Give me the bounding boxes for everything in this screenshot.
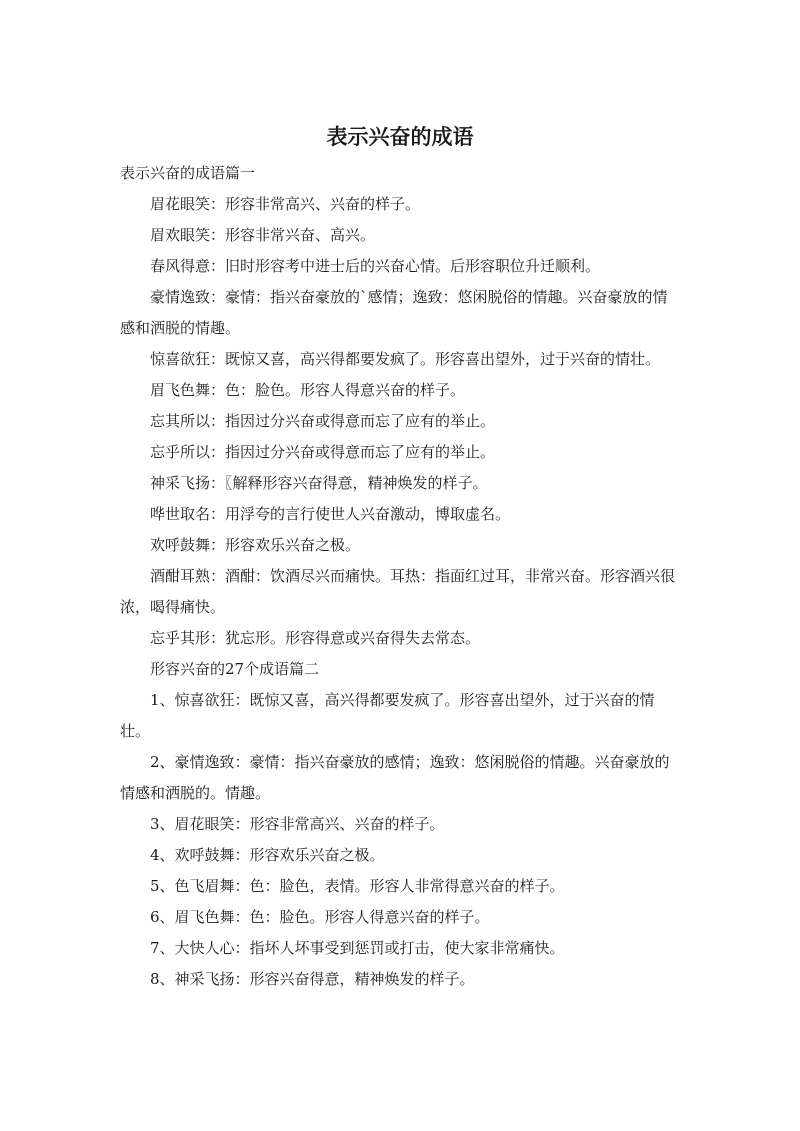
paragraph: 哗世取名：用浮夸的言行使世人兴奋激动，博取虚名。 — [150, 505, 511, 523]
paragraph: 忘乎其形：犹忘形。形容得意或兴奋得失去常态。 — [150, 629, 481, 647]
list-item: 7、大快人心：指坏人坏事受到惩罚或打击，使大家非常痛快。 — [150, 939, 565, 957]
paragraph: 眉花眼笑：形容非常高兴、兴奋的样子。 — [150, 195, 421, 213]
document-body — [120, 158, 680, 995]
section-heading: 形容兴奋的27个成语篇二 — [150, 660, 320, 678]
paragraph: 神采飞扬：〖解释形容兴奋得意，精神焕发的样子。 — [150, 474, 488, 492]
list-item: 6、眉飞色舞：色：脸色。形容人得意兴奋的样子。 — [150, 908, 490, 926]
section-heading: 表示兴奋的成语篇一 — [120, 164, 256, 182]
paragraph: 忘其所以：指因过分兴奋或得意而忘了应有的举止。 — [150, 412, 496, 430]
list-item: 8、神采飞扬：形容兴奋得意，精神焕发的样子。 — [150, 970, 475, 988]
list-item: 4、欢呼鼓舞：形容欢乐兴奋之极。 — [150, 846, 385, 864]
paragraph: 豪情逸致：豪情：指兴奋豪放的`感情；逸致：悠闲脱俗的情趣。兴奋豪放的情感和洒脱的情趣。 — [120, 288, 668, 337]
paragraph: 春风得意：旧时形容考中进士后的兴奋心情。后形容职位升迁顺利。 — [150, 257, 601, 275]
paragraph: 忘乎所以：指因过分兴奋或得意而忘了应有的举止。 — [150, 443, 496, 461]
list-item: 1、惊喜欲狂：既惊又喜，高兴得都要发疯了。形容喜出望外，过于兴奋的情壮。 — [120, 691, 655, 740]
paragraph: 眉飞色舞：色：脸色。形容人得意兴奋的样子。 — [150, 381, 466, 399]
paragraph: 酒酣耳熟：酒酣：饮酒尽兴而痛快。耳热：指面红过耳，非常兴奋。形容酒兴很浓，喝得痛快。 — [120, 567, 676, 616]
list-item: 2、豪情逸致：豪情：指兴奋豪放的感情；逸致：悠闲脱俗的情趣。兴奋豪放的情感和洒脱的。情趣。 — [120, 753, 670, 802]
paragraph: 眉欢眼笑：形容非常兴奋、高兴。 — [150, 226, 376, 244]
paragraph: 欢呼鼓舞：形容欢乐兴奋之极。 — [150, 536, 361, 554]
paragraph: 惊喜欲狂：既惊又喜，高兴得都要发疯了。形容喜出望外，过于兴奋的情壮。 — [150, 350, 661, 368]
list-item: 5、色飞眉舞：色：脸色，表情。形容人非常得意兴奋的样子。 — [150, 877, 565, 895]
document-title: 表示兴奋的成语 — [326, 125, 474, 149]
list-item: 3、眉花眼笑：形容非常高兴、兴奋的样子。 — [150, 815, 445, 833]
